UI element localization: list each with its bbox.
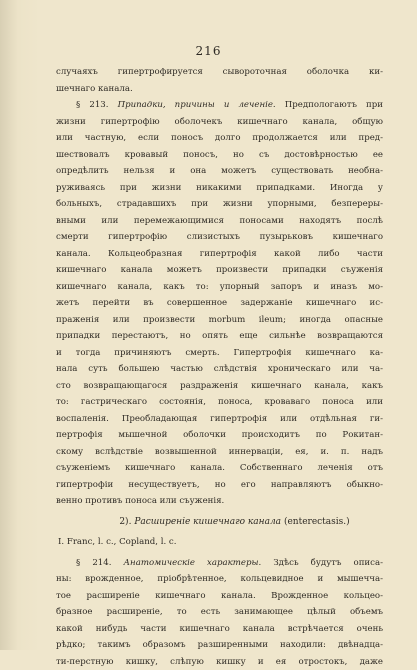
text-line: гипертрофіи несуществуетъ, но его направляютъ обыкно-	[56, 477, 383, 494]
text-line: и тогда причиняютъ смерть. Гипертрофія кишечнаго ка-	[56, 345, 383, 362]
section-number-213: § 213.	[76, 100, 109, 110]
text-line: тое расширеніе кишечнаго канала. Врожденное кольцео-	[56, 588, 383, 605]
text-line: шечнаго канала.	[56, 81, 383, 98]
section-heading-latin: (enterectasis.)	[284, 517, 350, 527]
page-number: 216	[0, 44, 417, 58]
paragraph-continuation	[56, 64, 383, 97]
paragraph-213-lines	[56, 114, 383, 494]
paragraph-213	[56, 97, 383, 510]
paragraph-214	[56, 555, 383, 670]
text-line: нала суть большею частью слѣдствія хроническаго или ча-	[56, 361, 383, 378]
text-line: или частную, если поносъ долго продолжается или пред-	[56, 130, 383, 147]
text-line: шествовалъ кровавый поносъ, но съ достовѣрностью ее	[56, 147, 383, 164]
text-line: жетъ перейти въ совершенное задержаніе кишечнаго ис-	[56, 295, 383, 312]
text-line: праженія или произвести morbum ileum; иногда опасные	[56, 312, 383, 329]
section-heading-title: Расширеніе кишечнаго канала	[134, 517, 281, 527]
section-heading	[56, 514, 383, 531]
text-line: случаяхъ гипертрофируется сывороточная оболочка ки-	[56, 64, 383, 81]
section-213-first-text: Предпологаютъ при	[285, 100, 383, 110]
text-line: канала. Кольцеобразная гипертрофія какой либо части	[56, 246, 383, 263]
text-line: больныхъ, страдавшихъ при жизни упорными, безпереры-	[56, 196, 383, 213]
text-line: сто возвращающагося раздраженія кишечнаго канала, какъ	[56, 378, 383, 395]
text-line: скому вслѣдствіе возвышенной иннерваціи, ея, и. п. надъ	[56, 444, 383, 461]
text-line: вными или перемежающимися поносами находятъ послѣ	[56, 213, 383, 230]
paragraph-214-first-line	[56, 555, 383, 572]
text-line: то: гастрическаго состоянія, поноса, кроваваго поноса или	[56, 394, 383, 411]
literature-reference: I. Franc, l. c., Copland, l. c.	[56, 534, 383, 551]
text-line: опредѣлить нельзя и она можетъ существовать необна-	[56, 163, 383, 180]
text-line: пертрофія мышечной оболочки происходитъ по Рокитан-	[56, 427, 383, 444]
paragraph-213-first-line	[56, 97, 383, 114]
text-line: бразное расширеніе, то есть занимающее цѣлый объемъ	[56, 604, 383, 621]
text-line: смерти гипертрофію слизистыхъ пузырьковъ кишечнаго	[56, 229, 383, 246]
text-line: ти-перстную кишку, слѣпую кишку и ея отростокъ, даже	[56, 654, 383, 670]
text-line: какой нибудь части кишечнаго канала встрѣчается очень	[56, 621, 383, 638]
section-heading-marker: 2).	[119, 517, 131, 527]
page-body	[56, 64, 383, 670]
text-line: руживаясь при жизни никакими припадками. Иногда у	[56, 180, 383, 197]
text-line: жизни гипертрофію оболочекъ кишечнаго канала, общую	[56, 114, 383, 131]
paragraph-214-lines	[56, 571, 383, 670]
section-title-213: Припадки, причины и леченіе.	[118, 100, 276, 110]
text-line: кишечнаго канала, какъ то: упорный запоръ и иназъ мо-	[56, 279, 383, 296]
paragraph-213-last-line: венно противъ поноса или съуженія.	[56, 493, 383, 510]
text-line: кишечнаго канала можетъ произвести припадки съуженія	[56, 262, 383, 279]
text-line: припадки перестаютъ, но опять еще сильнѣе возвращаются	[56, 328, 383, 345]
section-214-first-text: Здѣсь будутъ описа-	[273, 558, 383, 568]
text-line: съуженіемъ кишечнаго канала. Собственнаго леченія отъ	[56, 460, 383, 477]
section-title-214: Анатомическіе характеры.	[124, 558, 262, 568]
text-line: рѣдко; такимъ образомъ разширенными находили: двѣнадца-	[56, 637, 383, 654]
section-number-214: § 214.	[76, 558, 111, 568]
text-line: ны: врожденное, пріобрѣтенное, кольцевидное и мышечча-	[56, 571, 383, 588]
text-line: воспаленія. Преобладающая гипертрофія или отдѣльная ги-	[56, 411, 383, 428]
